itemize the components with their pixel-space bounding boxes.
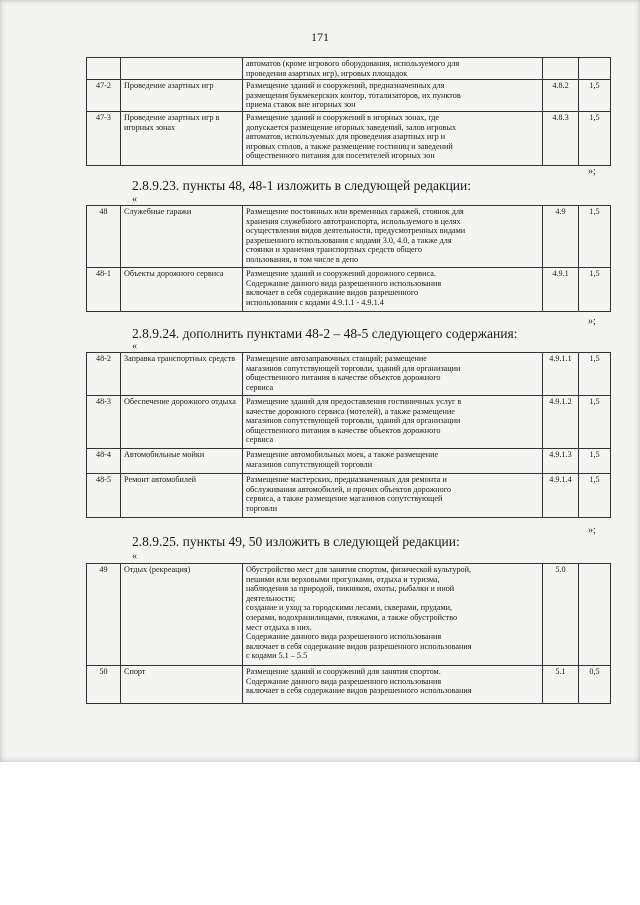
land-use-description-cell <box>243 80 543 112</box>
land-use-code-cell: 4.8.2 <box>543 80 579 112</box>
land-use-description-cell <box>243 353 543 396</box>
land-use-table-2 <box>86 205 611 312</box>
row-number-cell: 49 <box>87 564 121 666</box>
row-number-cell: 48-4 <box>87 449 121 474</box>
closing-quote-3: »; <box>588 525 596 536</box>
description-line: игровых столов, а также размещение гостиниц и заведений <box>246 141 453 151</box>
description-line: качестве дорожного сервиса (мотелей), а также размещение <box>246 406 455 416</box>
table-row <box>87 353 611 396</box>
description-line: Размещение зданий и сооружений в игорных зонах, где <box>246 112 440 122</box>
coefficient-cell: 1,5 <box>579 396 611 449</box>
land-use-name-cell: Ремонт автомобилей <box>121 474 243 518</box>
blank-area <box>0 762 640 905</box>
land-use-description-cell <box>243 268 543 312</box>
page-number: 171 <box>311 30 329 44</box>
description-line: Содержание данного вида разрешенного использования <box>246 278 442 288</box>
description-line: создание и уход за городскими лесами, скверами, прудами, <box>246 603 453 613</box>
table-row <box>87 396 611 449</box>
description-line: разрешенного использования с кодами 3.0, 4.0, а также для <box>246 235 452 245</box>
row-number-cell: 47-2 <box>87 80 121 112</box>
table-row <box>87 564 611 666</box>
description-line: хранения служебного автотранспорта, используемого в целях <box>246 216 461 226</box>
land-use-name-cell: Проведение азартных игр <box>121 80 243 112</box>
row-number-cell: 48-2 <box>87 353 121 396</box>
description-line: мест отдыха в них. <box>246 622 312 632</box>
opening-quote-2: « <box>132 341 137 352</box>
table-row <box>87 80 611 112</box>
row-number-cell: 48-1 <box>87 268 121 312</box>
coefficient-cell: 1,5 <box>579 353 611 396</box>
row-number-cell: 48 <box>87 206 121 268</box>
land-use-code-cell: 5.0 <box>543 564 579 666</box>
closing-quote-2: »; <box>588 316 596 327</box>
description-line: Размещение автозаправочных станций; размещение <box>246 354 427 363</box>
description-line: Содержание данного вида разрешенного использования <box>246 632 442 642</box>
row-number-cell: 47-3 <box>87 111 121 165</box>
description-line: Обустройство мест для занятия спортом, физической культурой, <box>246 565 472 574</box>
section-heading-2-8-9-25: 2.8.9.25. пункты 49, 50 изложить в следующей редакции: <box>132 534 460 549</box>
coefficient-cell <box>579 58 611 80</box>
description-line: включает в себя содержание видов разрешенного использования <box>246 641 472 651</box>
description-line: осуществления видов деятельности, предусмотренных видами <box>246 226 466 236</box>
land-use-description-cell <box>243 206 543 268</box>
description-line: пешими или верховыми прогулками, отдыха и туризма, <box>246 574 440 584</box>
land-use-description-cell <box>243 396 543 449</box>
description-line: включает в себя содержание видов разрешенного использования <box>246 686 472 696</box>
land-use-code-cell: 4.9.1.3 <box>543 449 579 474</box>
row-number-cell: 48-3 <box>87 396 121 449</box>
land-use-code-cell: 5.1 <box>543 666 579 704</box>
land-use-description-cell <box>243 449 543 474</box>
land-use-name-cell: Отдых (рекреация) <box>121 564 243 666</box>
description-line: приема ставок вне игорных зон <box>246 100 356 110</box>
description-line: наблюдения за природой, пикников, охоты, рыбалки и иной <box>246 584 455 594</box>
description-line: Размещение зданий для предоставления гостиничных услуг в <box>246 397 462 406</box>
description-line: допускается размещение игорных заведений, залов игровых <box>246 122 457 132</box>
table-row <box>87 474 611 518</box>
land-use-code-cell <box>543 58 579 80</box>
row-number-cell <box>87 58 121 80</box>
land-use-name-cell: Автомобильные мойки <box>121 449 243 474</box>
description-line: размещения букмекерских контор, тотализаторов, их пунктов <box>246 90 461 100</box>
land-use-name-cell: Служебные гаражи <box>121 206 243 268</box>
land-use-name-cell: Объекты дорожного сервиса <box>121 268 243 312</box>
description-line: Размещение зданий и сооружений для занятия спортом. <box>246 667 441 676</box>
coefficient-cell: 1,5 <box>579 268 611 312</box>
description-line: озерами, водохранилищами, пляжами, а также обустройство <box>246 612 458 622</box>
land-use-code-cell: 4.9 <box>543 206 579 268</box>
land-use-code-cell: 4.8.3 <box>543 111 579 165</box>
description-line: с кодами 5.1 – 5.5 <box>246 651 308 661</box>
description-line: общественного питания в качестве объектов дорожного <box>246 373 441 383</box>
table-row <box>87 666 611 704</box>
land-use-description-cell <box>243 111 543 165</box>
description-line: Содержание данного вида разрешенного использования <box>246 676 442 686</box>
opening-quote-3: « <box>132 551 137 562</box>
land-use-name-cell: Заправка транспортных средств <box>121 353 243 396</box>
land-use-code-cell: 4.9.1.4 <box>543 474 579 518</box>
row-number-cell: 48-5 <box>87 474 121 518</box>
opening-quote-1: « <box>132 194 137 205</box>
description-line: общественного питания для посетителей игорных зон <box>246 151 435 161</box>
description-line: Размещение автомобильных моек, а также размещение <box>246 450 439 459</box>
coefficient-cell: 0,5 <box>579 666 611 704</box>
description-line: стоянки и хранения транспортных средств общего <box>246 245 422 255</box>
land-use-description-cell <box>243 58 543 80</box>
description-line: магазинов сопутствующей торговли, зданий для организации <box>246 416 461 426</box>
description-line: Размещение зданий и сооружений дорожного сервиса. <box>246 269 436 278</box>
land-use-code-cell: 4.9.1.1 <box>543 353 579 396</box>
land-use-description-cell <box>243 564 543 666</box>
description-line: торговли <box>246 503 278 513</box>
description-line: пользования, в том числе в депо <box>246 254 359 264</box>
description-line: общественного питания в качестве объектов дорожного <box>246 425 441 435</box>
table-row <box>87 206 611 268</box>
coefficient-cell <box>579 564 611 666</box>
coefficient-cell: 1,5 <box>579 206 611 268</box>
land-use-name-cell: Проведение азартных игр в игорных зонах <box>121 111 243 165</box>
description-line: автоматов (кроме игрового оборудования, используемого для <box>246 59 460 68</box>
description-line: магазинов сопутствующей торговли, зданий для организации <box>246 363 461 373</box>
land-use-table-4 <box>86 563 611 704</box>
description-line: обслуживания автомобилей, и прочих объектов дорожного <box>246 484 452 494</box>
land-use-name-cell: Обеспечение дорожного отдыха <box>121 396 243 449</box>
land-use-table-1 <box>86 57 611 166</box>
land-use-description-cell <box>243 666 543 704</box>
table-row <box>87 58 611 80</box>
land-use-code-cell: 4.9.1 <box>543 268 579 312</box>
description-line: Размещение зданий и сооружений, предназначенных для <box>246 81 445 91</box>
description-line: сервиса <box>246 435 274 445</box>
description-line: сервиса <box>246 382 274 392</box>
table-row <box>87 111 611 165</box>
description-line: включает в себя содержание видов разрешенного <box>246 288 419 298</box>
coefficient-cell: 1,5 <box>579 80 611 112</box>
coefficient-cell: 1,5 <box>579 111 611 165</box>
row-number-cell: 50 <box>87 666 121 704</box>
land-use-name-cell: Спорт <box>121 666 243 704</box>
coefficient-cell: 1,5 <box>579 449 611 474</box>
description-line: деятельности; <box>246 593 296 603</box>
description-line: Размещение постоянных или временных гаражей, стоянок для <box>246 207 464 216</box>
description-line: автоматов, используемых для проведения азартных игр и <box>246 132 446 142</box>
table-row <box>87 449 611 474</box>
land-use-name-cell <box>121 58 243 80</box>
description-line: сервиса, а также размещение магазинов сопутствующей <box>246 494 443 504</box>
description-line: проведения азартных игр), игровых площадок <box>246 68 408 78</box>
closing-quote-1: »; <box>588 166 596 177</box>
description-line: Размещение мастерских, предназначенных для ремонта и <box>246 475 447 484</box>
table-row <box>87 268 611 312</box>
land-use-description-cell <box>243 474 543 518</box>
section-heading-2-8-9-24: 2.8.9.24. дополнить пунктами 48-2 – 48-5 следующего содержания: <box>132 326 518 341</box>
coefficient-cell: 1,5 <box>579 474 611 518</box>
description-line: магазинов сопутствующей торговли <box>246 459 373 469</box>
land-use-table-3 <box>86 352 611 518</box>
description-line: использования с кодами 4.9.1.1 - 4.9.1.4 <box>246 297 384 307</box>
section-heading-2-8-9-23: 2.8.9.23. пункты 48, 48-1 изложить в следующей редакции: <box>132 178 472 193</box>
land-use-code-cell: 4.9.1.2 <box>543 396 579 449</box>
